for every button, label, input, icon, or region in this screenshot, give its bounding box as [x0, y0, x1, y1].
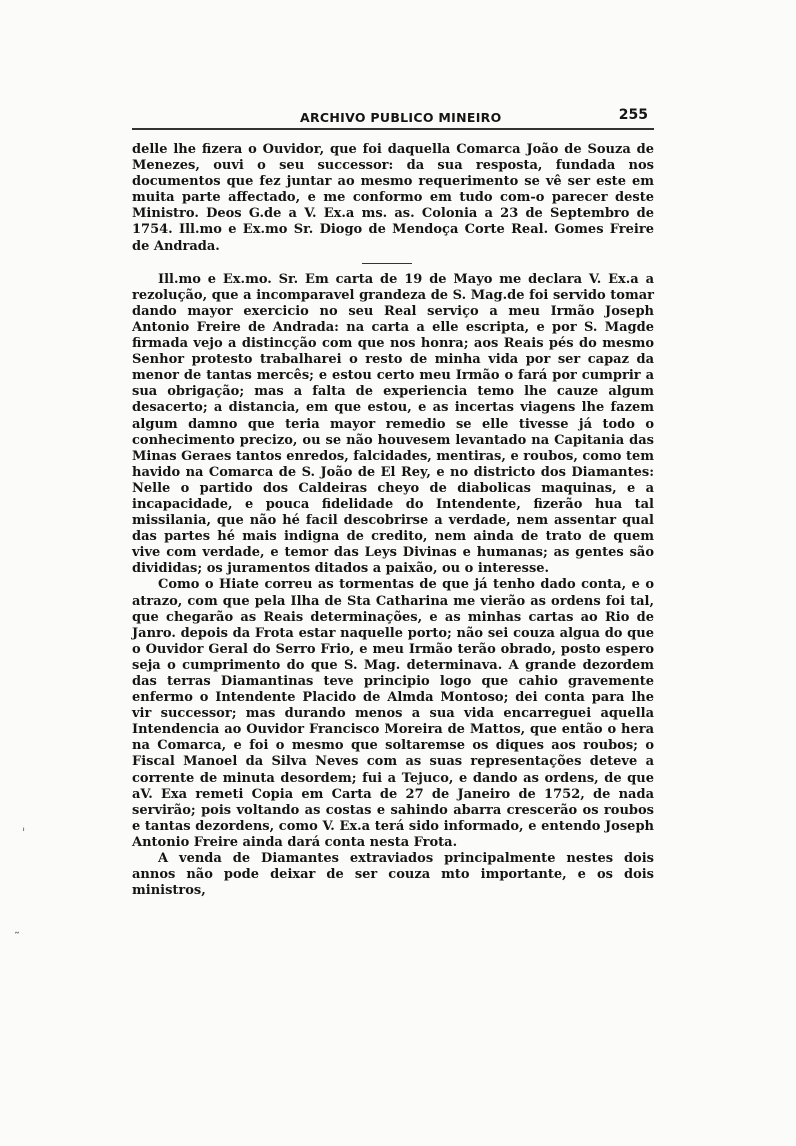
- paragraph-continuation: delle lhe fizera o Ouvidor, que foi daquella Comarca João de Souza de Menezes, ouvi o seu successor: da sua resposta, fundada nos documentos que fez juntar ao mesmo requerimento se vê ser este em muita parte affectado, e me conformo em tudo com-o parecer deste Ministro. Deos G.de a V. Ex.a ms. as. Colonia a 23 de Septembro de 1754. Ill.mo e Ex.mo Sr. Diogo de Mendoça Corte Real. Gomes Freire de Andrada.: [132, 142, 654, 254]
- paragraph-diamantes: A venda de Diamantes extraviados principalmente nestes dois annos não pode deixar de ser couza mto importante, e os dois ministros,: [132, 851, 654, 899]
- running-title: ARCHIVO PUBLICO MINEIRO: [300, 110, 502, 125]
- body-text: [132, 142, 654, 899]
- page-header: [132, 102, 654, 130]
- section-separator: [362, 263, 412, 264]
- paragraph-hiate: Como o Hiate correu as tormentas de que já tenho dado conta, e o atrazo, com que pela Ilha de Sta Catharina me vierão as ordens foi tal, que chegarão as Reais determinações, e as minhas cartas ao Rio de Janro. depois da Frota estar naquelle porto; não sei couza algua do que o Ouvidor Geral do Serro Frio, e meu Irmão terão obrado, posto espero seja o cumprimento do que S. Mag. determinava. A grande dezordem das terras Diamantinas teve principio logo que cahio gravemente enfermo o Intendente Placido de Almda Montoso; dei conta para lhe vir successor; mas durando menos a sua vida encarreguei aquella Intendencia ao Ouvidor Francisco Moreira de Mattos, que então o hera na Comarca, e foi o mesmo que soltaremse os diques aos roubos; o Fiscal Manoel da Silva Neves com as suas representações deteve a corrente de minuta desordem; fui a Tejuco, e dando as ordens, de que aV. Exa remeti Copia em Carta de 27 de Janeiro de 1752, de nada servirão; pois voltando as costas e sahindo abarra crescerão os roubos e tantas dezordens, como V. Ex.a terá sido informado, e entendo Joseph Antonio Freire ainda dará conta nesta Frota.: [132, 577, 654, 850]
- paragraph-letter-opening: Ill.mo e Ex.mo. Sr. Em carta de 19 de Mayo me declara V. Ex.a a rezolução, que a incomparavel grandeza de S. Mag.de foi servido tomar dando mayor exercicio no seu Real serviço a meu Irmão Joseph Antonio Freire de Andrada: na carta a elle escripta, e por S. Magde firmada vejo a distincção com que nos honra; aos Reais pés do mesmo Senhor protesto trabalharei o resto de minha vida por ser capaz da menor de tantas mercês; e estou certo meu Irmão o fará por cumprir a sua obrigação; mas a falta de experiencia temo lhe cauze algum desacerto; a distancia, em que estou, e as incertas viagens lhe fazem algum damno que teria mayor remedio se elle tivesse já todo o conhecimento precizo, ou se não houvesem levantado na Capitania das Minas Geraes tantos enredos, falcidades, mentiras, e roubos, como tem havido na Comarca de S. João de El Rey, e no districto dos Diamantes: Nelle o partido dos Caldeiras cheyo de diabolicas maquinas, e a incapacidade, e pouca fidelidade do Intendente, fizerão hua tal missilania, que não hé facil descobrirse a verdade, nem assentar qual das partes hé mais indigna de credito, nem ainda de trato de quem vive com verdade, e temor das Leys Divinas e humanas; as gentes são divididas; os juramentos ditados a paixão, ou o interesse.: [132, 271, 654, 577]
- page-number: 255: [618, 107, 648, 123]
- margin-speck: ˷: [14, 920, 20, 934]
- margin-speck: ˈ: [22, 826, 26, 840]
- document-page: [132, 102, 654, 899]
